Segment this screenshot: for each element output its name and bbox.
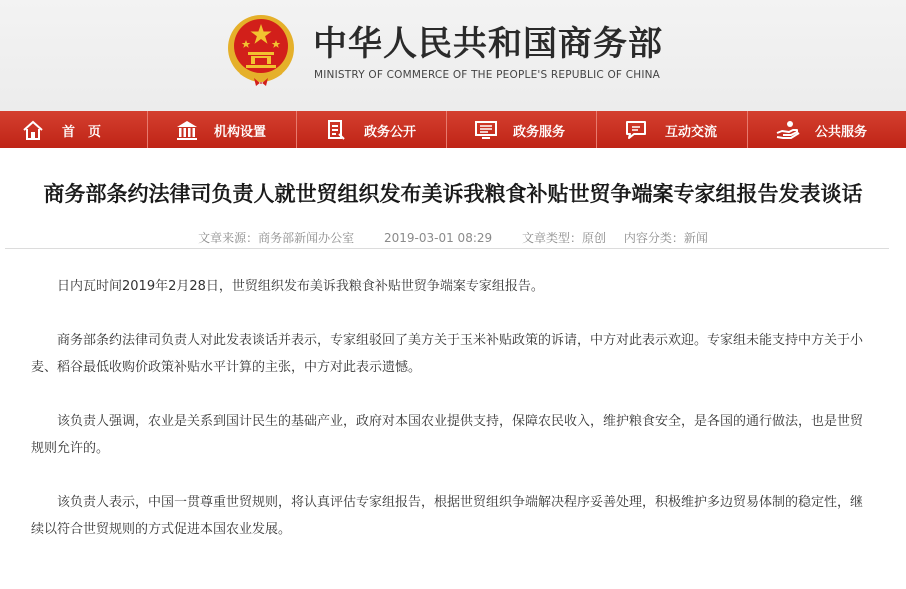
site-title[interactable]: 中华人民共和国商务部: [313, 24, 663, 64]
article-type: 文章类型：原创: [521, 231, 606, 245]
article-category: 内容分类：新闻: [623, 231, 708, 245]
home-icon: [22, 119, 44, 141]
article-source: 文章来源：商务部新闻办公室: [198, 231, 355, 245]
monitor-icon: [474, 119, 498, 141]
national-emblem-icon[interactable]: [226, 12, 296, 88]
nav-item-home[interactable]: [0, 111, 147, 148]
nav-item-government-affairs[interactable]: [296, 111, 446, 148]
article-paragraph: 日内瓦时间2019年2月28日，世贸组织发布美诉我粮食补贴世贸争端案专家组报告。: [57, 279, 544, 294]
nav-label-government-affairs: 政务公开: [364, 125, 417, 140]
article-paragraph: 该负责人表示，中国一贯尊重世贸规则，将认真评估专家组报告，根据世贸组织争端解决程序妥善处理，积极维护多边贸易体制的稳定性，继续以符合世贸规则的方式促进本国农业发展。: [31, 495, 864, 537]
building-icon: [176, 119, 198, 141]
nav-label-organization: 机构设置: [214, 125, 267, 140]
nav-label-interaction: 互动交流: [665, 125, 718, 140]
nav-item-public-services[interactable]: [747, 111, 906, 148]
main-nav: [0, 111, 906, 148]
chat-icon: [624, 119, 648, 141]
article-paragraph: 该负责人强调，农业是关系到国计民生的基础产业，政府对本国农业提供支持，保障农民收入，维护粮食安全，是各国的通行做法，也是世贸规则允许的。: [31, 414, 864, 456]
nav-label-public-services: 公共服务: [815, 125, 868, 140]
divider: [5, 248, 889, 249]
document-icon: [325, 119, 347, 141]
article-paragraph: 商务部条约法律司负责人对此发表谈话并表示，专家组驳回了美方关于玉米补贴政策的诉请，中方对此表示欢迎。专家组未能支持中方关于小麦、稻谷最低收购价政策补贴水平计算的主张，中方对此表示遗憾。: [31, 333, 864, 375]
nav-item-organization[interactable]: [147, 111, 296, 148]
hand-icon: [775, 119, 801, 141]
nav-label-services: 政务服务: [513, 125, 566, 140]
nav-item-services[interactable]: [446, 111, 596, 148]
article-title: 商务部条约法律司负责人就世贸组织发布美诉我粮食补贴世贸争端案专家组报告发表谈话: [43, 182, 863, 206]
article-meta: [0, 229, 906, 246]
site-header: [0, 0, 906, 111]
site-subtitle: MINISTRY OF COMMERCE OF THE PEOPLE'S REPUBLIC OF CHINA: [314, 69, 661, 81]
article-date: 2019-03-01 08:29: [384, 231, 493, 245]
nav-label-home: 首 页: [62, 125, 102, 140]
nav-item-interaction[interactable]: [596, 111, 747, 148]
